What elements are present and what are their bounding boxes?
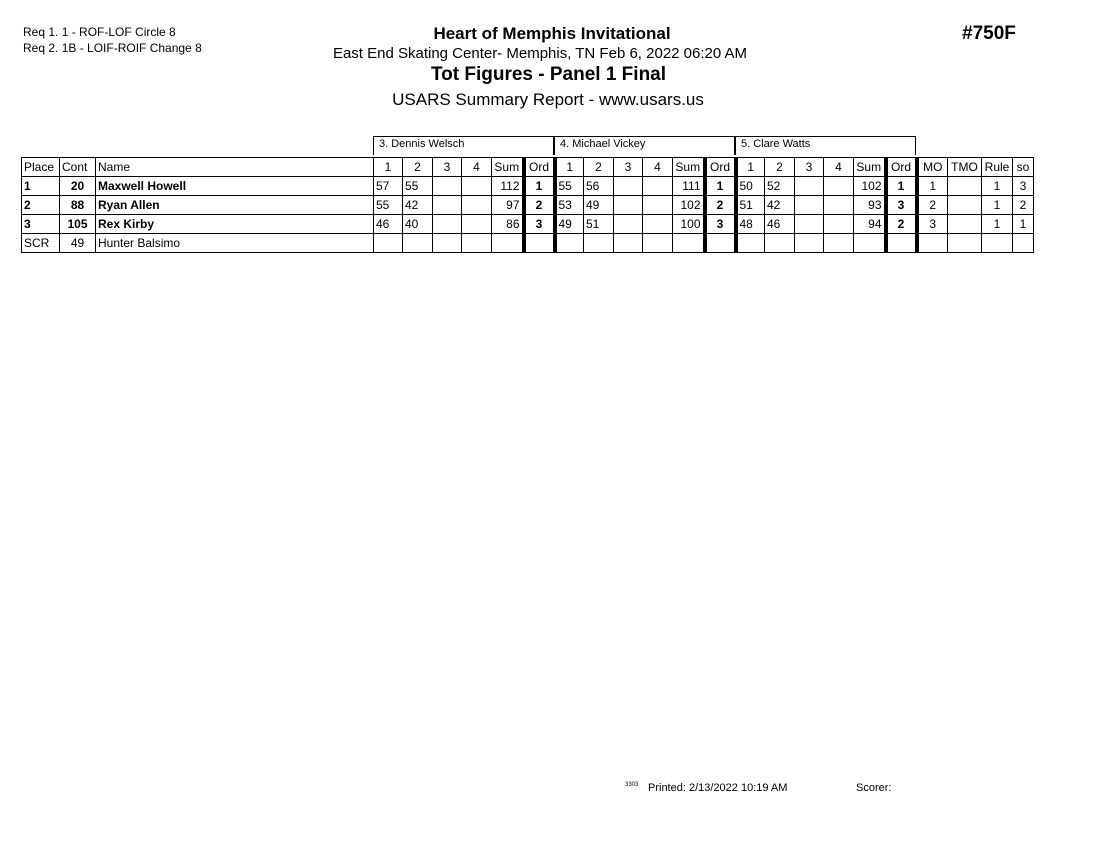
col-header-judge-1-2: 2 (403, 158, 433, 177)
judge-3-1-cell (736, 234, 765, 253)
cont-cell: 20 (60, 177, 96, 196)
judge-1-sum-cell: 97 (492, 196, 524, 215)
judge-2-3-cell (614, 215, 643, 234)
judge-1-ord-cell (524, 234, 555, 253)
col-header-rule: Rule (982, 158, 1013, 177)
judge-header-3: 5. Clare Watts (735, 136, 916, 155)
judge-1-4-cell (462, 177, 492, 196)
mo-cell: 1 (917, 177, 948, 196)
report-title: USARS Summary Report - www.usars.us (392, 90, 704, 109)
judge-2-3-cell (614, 196, 643, 215)
judge-1-2-cell: 40 (403, 215, 433, 234)
tmo-cell (948, 196, 982, 215)
judge-3-1-cell: 50 (736, 177, 765, 196)
competition-title: Heart of Memphis Invitational (433, 24, 671, 43)
judge-2-1-cell (555, 234, 584, 253)
judge-2-3-cell (614, 177, 643, 196)
judge-2-4-cell (643, 177, 673, 196)
col-header-judge-1-sum: Sum (492, 158, 524, 177)
judge-1-2-cell: 55 (403, 177, 433, 196)
skater-name-cell: Rex Kirby (96, 215, 374, 234)
judge-2-sum-cell: 100 (673, 215, 705, 234)
judge-2-1-cell: 49 (555, 215, 584, 234)
so-cell: 3 (1013, 177, 1034, 196)
skater-name-cell: Ryan Allen (96, 196, 374, 215)
so-cell (1013, 234, 1034, 253)
judge-1-4-cell (462, 215, 492, 234)
col-header-tmo: TMO (948, 158, 982, 177)
judge-1-ord-cell: 1 (524, 177, 555, 196)
judge-1-1-cell: 57 (374, 177, 403, 196)
scorer-label: Scorer: (856, 782, 892, 794)
judge-2-sum-cell: 102 (673, 196, 705, 215)
printed-timestamp: Printed: 2/13/2022 10:19 AM (648, 782, 788, 794)
judge-1-ord-cell: 2 (524, 196, 555, 215)
judge-1-3-cell (433, 234, 462, 253)
col-header-judge-1-4: 4 (462, 158, 492, 177)
judge-3-3-cell (795, 177, 824, 196)
judge-3-ord-cell: 3 (886, 196, 917, 215)
col-header-judge-3-1: 1 (736, 158, 765, 177)
footer-code: 3303 (625, 782, 639, 788)
judge-1-sum-cell: 86 (492, 215, 524, 234)
table-header-row (22, 158, 1034, 177)
judge-header-2: 4. Michael Vickey (554, 136, 735, 155)
table-row (22, 215, 1034, 234)
judge-1-sum-cell (492, 234, 524, 253)
skater-name-cell: Hunter Balsimo (96, 234, 374, 253)
judge-3-2-cell (765, 234, 795, 253)
so-cell: 1 (1013, 215, 1034, 234)
judge-1-sum-cell: 112 (492, 177, 524, 196)
judge-3-2-cell: 46 (765, 215, 795, 234)
mo-cell (917, 234, 948, 253)
event-title: Tot Figures - Panel 1 Final (430, 64, 667, 85)
judge-3-sum-cell (854, 234, 886, 253)
judge-3-sum-cell: 94 (854, 215, 886, 234)
judge-1-4-cell (462, 196, 492, 215)
judge-1-1-cell: 55 (374, 196, 403, 215)
judge-3-ord-cell (886, 234, 917, 253)
judge-2-sum-cell: 111 (673, 177, 705, 196)
mo-cell: 3 (917, 215, 948, 234)
col-header-cont: Cont (60, 158, 96, 177)
col-header-judge-2-3: 3 (614, 158, 643, 177)
so-cell: 2 (1013, 196, 1034, 215)
judge-2-3-cell (614, 234, 643, 253)
judge-1-3-cell (433, 196, 462, 215)
judge-3-2-cell: 52 (765, 177, 795, 196)
judge-3-1-cell: 48 (736, 215, 765, 234)
judge-3-4-cell (824, 177, 854, 196)
judge-2-2-cell: 49 (584, 196, 614, 215)
judge-1-1-cell (374, 234, 403, 253)
col-header-judge-2-1: 1 (555, 158, 584, 177)
rule-cell: 1 (982, 177, 1013, 196)
judge-2-4-cell (643, 196, 673, 215)
event-number: #750F (962, 23, 1016, 44)
col-header-mo: MO (917, 158, 948, 177)
table-row (22, 196, 1034, 215)
table-row (22, 234, 1034, 253)
judge-2-sum-cell (673, 234, 705, 253)
judge-1-2-cell: 42 (403, 196, 433, 215)
judge-2-4-cell (643, 215, 673, 234)
results-table (21, 157, 1034, 253)
tmo-cell (948, 177, 982, 196)
judge-2-1-cell: 55 (555, 177, 584, 196)
judge-3-3-cell (795, 215, 824, 234)
judge-3-1-cell: 51 (736, 196, 765, 215)
place-cell: SCR (22, 234, 60, 253)
judge-2-ord-cell: 1 (705, 177, 736, 196)
rule-cell: 1 (982, 196, 1013, 215)
judge-2-ord-cell: 3 (705, 215, 736, 234)
col-header-judge-2-sum: Sum (673, 158, 705, 177)
venue-date: East End Skating Center- Memphis, TN Feb 6, 2022 06:20 AM (332, 45, 748, 62)
judge-2-4-cell (643, 234, 673, 253)
place-cell: 3 (22, 215, 60, 234)
col-header-judge-2-4: 4 (643, 158, 673, 177)
place-cell: 1 (22, 177, 60, 196)
judge-2-1-cell: 53 (555, 196, 584, 215)
col-header-place: Place (22, 158, 60, 177)
judge-1-ord-cell: 3 (524, 215, 555, 234)
requirement-1: Req 1. 1 - ROF-LOF Circle 8 (23, 25, 176, 39)
judge-1-4-cell (462, 234, 492, 253)
col-header-judge-3-ord: Ord (886, 158, 917, 177)
col-header-judge-2-ord: Ord (705, 158, 736, 177)
judge-header-1: 3. Dennis Welsch (373, 136, 554, 155)
judge-3-ord-cell: 2 (886, 215, 917, 234)
judge-1-2-cell (403, 234, 433, 253)
col-header-so: so (1013, 158, 1034, 177)
col-header-judge-1-1: 1 (374, 158, 403, 177)
place-cell: 2 (22, 196, 60, 215)
col-header-name: Name (96, 158, 374, 177)
tmo-cell (948, 234, 982, 253)
judge-3-sum-cell: 102 (854, 177, 886, 196)
col-header-judge-3-4: 4 (824, 158, 854, 177)
mo-cell: 2 (917, 196, 948, 215)
judge-2-2-cell: 56 (584, 177, 614, 196)
judge-3-ord-cell: 1 (886, 177, 917, 196)
judge-1-3-cell (433, 215, 462, 234)
col-header-judge-3-sum: Sum (854, 158, 886, 177)
judge-3-2-cell: 42 (765, 196, 795, 215)
judge-2-ord-cell: 2 (705, 196, 736, 215)
judge-3-sum-cell: 93 (854, 196, 886, 215)
judge-3-4-cell (824, 234, 854, 253)
tmo-cell (948, 215, 982, 234)
judge-3-3-cell (795, 234, 824, 253)
judge-1-3-cell (433, 177, 462, 196)
requirement-2: Req 2. 1B - LOIF-ROIF Change 8 (23, 41, 202, 55)
col-header-judge-3-3: 3 (795, 158, 824, 177)
col-header-judge-1-ord: Ord (524, 158, 555, 177)
judge-1-1-cell: 46 (374, 215, 403, 234)
table-row (22, 177, 1034, 196)
rule-cell: 1 (982, 215, 1013, 234)
col-header-judge-2-2: 2 (584, 158, 614, 177)
cont-cell: 49 (60, 234, 96, 253)
col-header-judge-1-3: 3 (433, 158, 462, 177)
skater-name-cell: Maxwell Howell (96, 177, 374, 196)
judge-3-4-cell (824, 196, 854, 215)
judge-2-2-cell (584, 234, 614, 253)
col-header-judge-3-2: 2 (765, 158, 795, 177)
cont-cell: 88 (60, 196, 96, 215)
cont-cell: 105 (60, 215, 96, 234)
judge-3-4-cell (824, 215, 854, 234)
judge-2-ord-cell (705, 234, 736, 253)
judge-3-3-cell (795, 196, 824, 215)
rule-cell (982, 234, 1013, 253)
judge-2-2-cell: 51 (584, 215, 614, 234)
